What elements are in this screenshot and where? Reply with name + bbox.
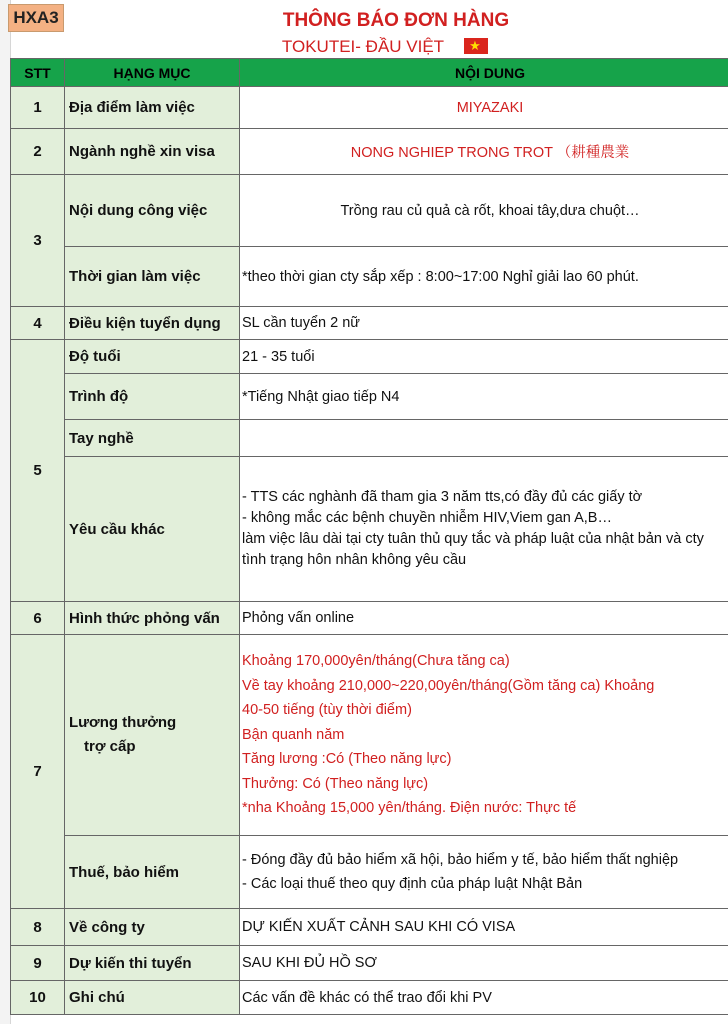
- header-category[interactable]: HẠNG MỤC: [65, 59, 240, 87]
- value-line: - Các loại thuế theo quy định của pháp luật Nhật Bản: [242, 876, 583, 892]
- row-category[interactable]: Thời gian làm việc: [65, 247, 240, 307]
- value-line: Khoảng 170,000yên/tháng(Chưa tăng ca): [242, 653, 510, 670]
- row-value[interactable]: SL cần tuyển 2 nữ: [240, 307, 728, 340]
- value-line: Về tay khoảng 210,000~220,00yên/tháng(Gồm tăng ca) Khoảng: [242, 677, 655, 694]
- row-number[interactable]: 2: [11, 129, 65, 175]
- table-row: [11, 129, 728, 175]
- row-value[interactable]: Trồng rau củ quả cà rốt, khoai tây,dưa chuột…: [240, 175, 728, 247]
- category-line: trợ cấp: [84, 738, 136, 755]
- table-row: [11, 981, 728, 1015]
- table-row: [11, 307, 728, 340]
- row-number[interactable]: 5: [11, 340, 65, 602]
- row-value[interactable]: MIYAZAKI: [240, 87, 728, 129]
- header-content[interactable]: NỘI DUNG: [240, 59, 728, 87]
- page-subtitle: TOKUTEI- ĐẦU VIỆT: [281, 37, 445, 56]
- row-value[interactable]: DỰ KIẾN XUẤT CẢNH SAU KHI CÓ VISA: [240, 909, 728, 946]
- order-table: [10, 58, 728, 1015]
- row-category[interactable]: Trình độ: [65, 374, 240, 420]
- row-value[interactable]: [240, 635, 728, 836]
- value-line: 40-50 tiếng (tùy thời điểm): [242, 702, 412, 719]
- row-category[interactable]: Ghi chú: [65, 981, 240, 1015]
- value-line: - Đóng đầy đủ bảo hiểm xã hội, bảo hiểm y tế, bảo hiểm thất nghiệp: [242, 851, 679, 868]
- row-category[interactable]: Dự kiến thi tuyển: [65, 946, 240, 981]
- row-value[interactable]: *theo thời gian cty sắp xếp : 8:00~17:00 Nghỉ giải lao 60 phút.: [240, 247, 728, 307]
- subtitle-row: [64, 34, 728, 58]
- row-value[interactable]: SAU KHI ĐỦ HỒ SƠ: [240, 946, 728, 981]
- row-value[interactable]: 21 - 35 tuổi: [240, 340, 728, 374]
- row-number[interactable]: 4: [11, 307, 65, 340]
- cell-reference-box[interactable]: HXA3: [8, 4, 64, 32]
- row-category[interactable]: Địa điểm làm việc: [65, 87, 240, 129]
- row-number[interactable]: 1: [11, 87, 65, 129]
- row-number[interactable]: 9: [11, 946, 65, 981]
- vietnam-flag-icon: ★: [464, 38, 488, 54]
- table-row: [11, 420, 728, 457]
- row-number[interactable]: 6: [11, 602, 65, 635]
- row-category[interactable]: Tay nghề: [65, 420, 240, 457]
- table-row: [11, 87, 728, 129]
- table-row: [11, 374, 728, 420]
- header-stt[interactable]: STT: [11, 59, 65, 87]
- row-category[interactable]: Hình thức phỏng vấn: [65, 602, 240, 635]
- row-number[interactable]: 3: [11, 175, 65, 307]
- row-category[interactable]: Điều kiện tuyển dụng: [65, 307, 240, 340]
- table-row: [11, 457, 728, 602]
- category-line: Lương thưởng: [69, 714, 177, 731]
- page-title: THÔNG BÁO ĐƠN HÀNG: [282, 10, 510, 31]
- row-category[interactable]: Về công ty: [65, 909, 240, 946]
- row-category[interactable]: [65, 635, 240, 836]
- row-category[interactable]: Độ tuổi: [65, 340, 240, 374]
- row-number[interactable]: 7: [11, 635, 65, 909]
- row-value[interactable]: [240, 457, 728, 602]
- row-category[interactable]: Thuế, bảo hiểm: [65, 836, 240, 909]
- table-row: [11, 836, 728, 909]
- row-value[interactable]: Phỏng vấn online: [240, 602, 728, 635]
- table-row: [11, 602, 728, 635]
- row-number[interactable]: 8: [11, 909, 65, 946]
- table-row: [11, 946, 728, 981]
- row-category[interactable]: Nội dung công việc: [65, 175, 240, 247]
- value-line: Bận quanh năm: [242, 726, 345, 743]
- row-value[interactable]: NONG NGHIEP TRONG TROT （耕種農業: [240, 129, 728, 175]
- row-category[interactable]: Ngành nghề xin visa: [65, 129, 240, 175]
- value-line: làm việc lâu dài tại cty tuân thủ quy tắc và pháp luật của nhật bản và cty: [242, 531, 704, 547]
- table-header-row: [11, 59, 728, 87]
- row-number[interactable]: 10: [11, 981, 65, 1015]
- table-row: [11, 175, 728, 247]
- table-row: [11, 340, 728, 374]
- value-line: - không mắc các bệnh chuyền nhiễm HIV,Viem gan A,B…: [242, 510, 612, 526]
- value-line: Thưởng: Có (Theo năng lực): [242, 775, 429, 792]
- row-value[interactable]: [240, 420, 728, 457]
- value-line: - TTS các nghành đã tham gia 3 năm tts,có đầy đủ các giấy tờ: [242, 489, 643, 505]
- row-value[interactable]: Các vấn đề khác có thể trao đổi khi PV: [240, 981, 728, 1015]
- row-value[interactable]: *Tiếng Nhật giao tiếp N4: [240, 374, 728, 420]
- value-line: tình trạng hôn nhân không yêu cầu: [242, 552, 467, 568]
- row-category[interactable]: Yêu cầu khác: [65, 457, 240, 602]
- table-row: [11, 247, 728, 307]
- row-value[interactable]: [240, 836, 728, 909]
- table-row: [11, 635, 728, 836]
- value-line: Tăng lương :Có (Theo năng lực): [242, 751, 452, 768]
- table-row: [11, 909, 728, 946]
- value-line: *nha Khoảng 15,000 yên/tháng. Điện nước: Thực tế: [242, 800, 577, 817]
